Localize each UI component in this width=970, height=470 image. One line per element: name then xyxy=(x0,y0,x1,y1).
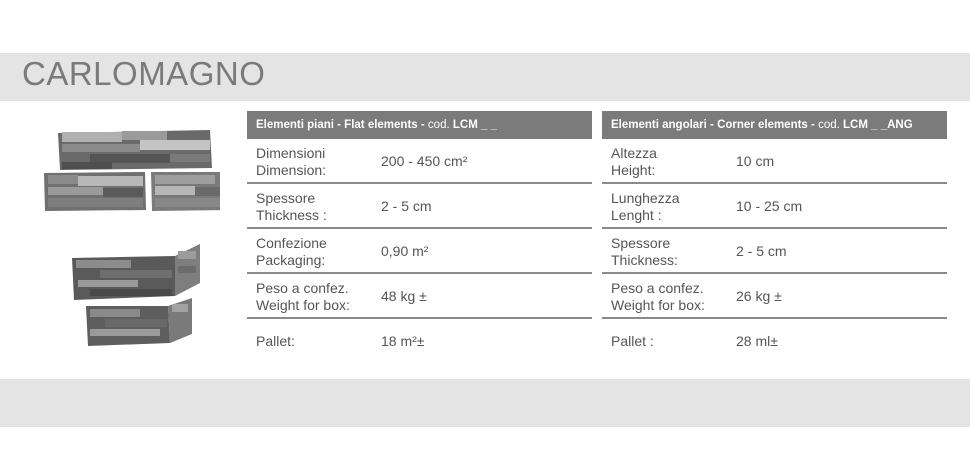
row-label: Pallet : xyxy=(611,333,654,349)
corner-header-cod: cod. xyxy=(818,119,840,131)
corner-header-title: Elementi angolari - Corner elements - xyxy=(611,119,815,131)
flat-header-title: Elementi piani - Flat elements - xyxy=(256,119,425,131)
table-row xyxy=(247,139,592,184)
corner-header-code: LCM _ _ANG xyxy=(843,119,913,131)
table-row xyxy=(602,319,947,364)
flat-header-code: LCM _ _ xyxy=(452,119,497,131)
table-row xyxy=(247,274,592,319)
flat-element-image xyxy=(44,130,220,211)
table-row xyxy=(602,139,947,184)
bottom-band xyxy=(0,379,970,427)
row-label: Confezione Packaging: xyxy=(256,235,327,268)
row-value: 0,90 m² xyxy=(381,243,429,259)
row-label: Peso a confez. Weight for box: xyxy=(611,280,705,313)
row-value: 2 - 5 cm xyxy=(736,243,787,259)
table-row xyxy=(602,184,947,229)
row-label: Dimensioni Dimension: xyxy=(256,145,327,178)
table-row xyxy=(247,184,592,229)
row-value: 10 - 25 cm xyxy=(736,198,803,214)
corner-element-image xyxy=(72,244,200,346)
row-value: 28 ml± xyxy=(736,333,778,349)
row-value: 200 - 450 cm² xyxy=(381,153,468,169)
row-value: 18 m²± xyxy=(381,333,425,349)
table-row xyxy=(602,274,947,319)
flat-table-header xyxy=(247,111,592,139)
row-label: Spessore Thickness: xyxy=(611,235,678,268)
row-label: Lunghezza Lenght : xyxy=(611,190,680,223)
table-row xyxy=(247,319,592,364)
row-label: Altezza Height: xyxy=(611,145,657,178)
table-row xyxy=(602,229,947,274)
flat-header-cod: cod. xyxy=(427,119,450,131)
row-value: 2 - 5 cm xyxy=(381,198,432,214)
title-band xyxy=(0,53,970,101)
row-value: 48 kg ± xyxy=(381,288,427,304)
stone-illustration xyxy=(30,118,220,368)
row-value: 26 kg ± xyxy=(736,288,782,304)
row-label: Spessore Thickness : xyxy=(256,190,327,223)
flat-elements-table xyxy=(247,111,592,364)
page-title: CARLOMAGNO xyxy=(22,55,266,92)
corner-table-header xyxy=(602,111,947,139)
table-row xyxy=(247,229,592,274)
row-label: Pallet: xyxy=(256,333,295,349)
row-label: Peso a confez. Weight for box: xyxy=(256,280,350,313)
corner-elements-table xyxy=(602,111,947,364)
product-images xyxy=(30,118,220,368)
row-value: 10 cm xyxy=(736,153,775,169)
